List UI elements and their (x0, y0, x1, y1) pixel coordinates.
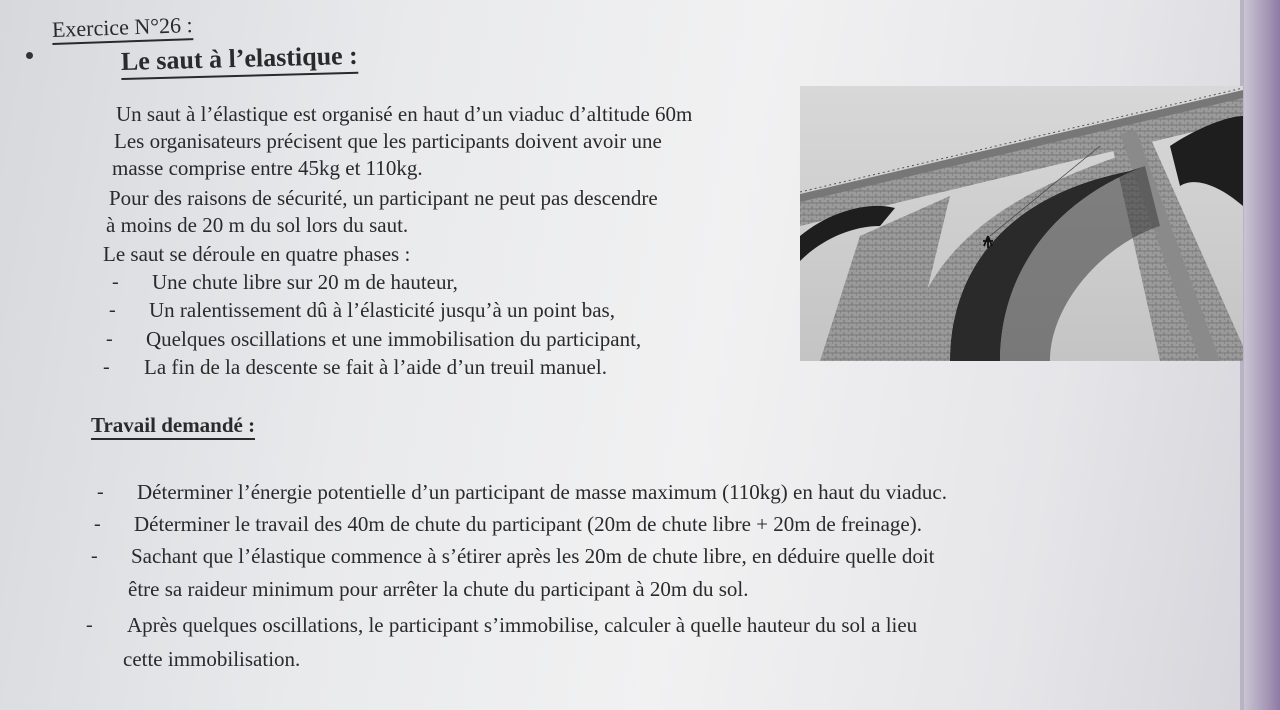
intro-line: à moins de 20 m du sol lors du saut. (106, 213, 409, 237)
work-heading: Travail demandé : (91, 414, 255, 440)
intro-line: Le saut se déroule en quatre phases : (103, 242, 411, 266)
intro-line: Un saut à l’élastique est organisé en haut d’un viaduc d’altitude 60m (116, 102, 693, 126)
exercise-subtitle: Le saut à l’elastique : (121, 42, 359, 80)
question-line: Sachant que l’élastique commence à s’étirer après les 20m de chute libre, en déduire quelle doit (131, 544, 935, 568)
viaduct-photo (800, 86, 1243, 361)
phase-item: Quelques oscillations et une immobilisation du participant, (146, 327, 642, 351)
list-dash: - (94, 513, 101, 535)
question-line: cette immobilisation. (123, 647, 301, 671)
page-edge-background (1244, 0, 1280, 710)
list-dash: - (91, 545, 98, 567)
list-dash: - (97, 481, 104, 503)
phase-item: Une chute libre sur 20 m de hauteur, (152, 270, 458, 294)
question-line: Déterminer le travail des 40m de chute du participant (20m de chute libre + 20m de freinage). (134, 512, 922, 536)
phase-item: La fin de la descente se fait à l’aide d’un treuil manuel. (144, 355, 607, 379)
question-line: Déterminer l’énergie potentielle d’un participant de masse maximum (110kg) en haut du viaduc. (137, 480, 947, 504)
margin-dot (26, 52, 33, 59)
list-dash: - (106, 328, 113, 350)
question-line: être sa raideur minimum pour arrêter la chute du participant à 20m du sol. (128, 577, 749, 601)
question-line: Après quelques oscillations, le participant s’immobilise, calculer à quelle hauteur du sol a lieu (127, 613, 918, 637)
list-dash: - (109, 299, 116, 321)
phase-item: Un ralentissement dû à l’élasticité jusqu’à un point bas, (149, 298, 615, 322)
intro-line: Les organisateurs précisent que les participants doivent avoir une (114, 129, 662, 153)
intro-line: Pour des raisons de sécurité, un participant ne peut pas descendre (109, 186, 658, 210)
intro-line: masse comprise entre 45kg et 110kg. (112, 156, 423, 180)
list-dash: - (103, 356, 110, 378)
list-dash: - (86, 614, 93, 636)
viaduct-illustration (800, 86, 1243, 361)
list-dash: - (112, 271, 119, 293)
exercise-title: Exercice N°26 : (52, 13, 194, 45)
